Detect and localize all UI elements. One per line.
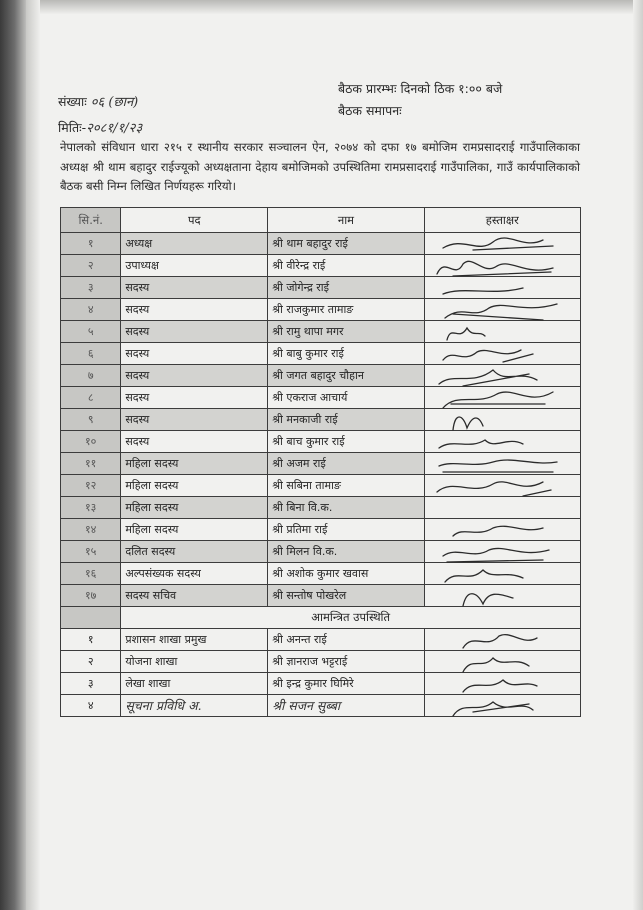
invited-heading: आमन्त्रित उपस्थिति: [121, 607, 581, 629]
table-row: [61, 321, 581, 343]
signature-mark: [433, 650, 563, 674]
meeting-start: [338, 80, 502, 97]
cell-post: अध्यक्ष: [121, 233, 268, 255]
header-name: नाम: [268, 208, 424, 233]
signature-mark: [433, 408, 563, 432]
cell-sn: १०: [61, 431, 121, 453]
cell-name: श्री सन्तोष पोखरेल: [268, 585, 424, 607]
signature-mark: [433, 584, 563, 608]
cell-name: श्री जोगेन्द्र राई: [268, 277, 424, 299]
signature-cell: [424, 453, 580, 475]
cell-post: सदस्य: [121, 431, 268, 453]
signature-cell: [424, 365, 580, 387]
table-row: [61, 695, 581, 717]
cell-post: महिला सदस्य: [121, 453, 268, 475]
cell-sn: ३: [61, 673, 121, 695]
cell-name: श्री अजम राई: [268, 453, 424, 475]
attendance-table: [60, 207, 581, 717]
signature-scribble: [433, 584, 563, 610]
meeting-end-label: बैठक समापनः: [338, 103, 402, 118]
signature-mark: [433, 540, 563, 564]
cell-post: अल्पसंख्यक सदस्य: [121, 563, 268, 585]
cell-post: दलित सदस्य: [121, 541, 268, 563]
table-row: [61, 431, 581, 453]
cell-sn: १: [61, 233, 121, 255]
meeting-number-label: संख्याः: [58, 94, 87, 109]
signature-mark: [433, 518, 563, 542]
intro-paragraph: नेपालको संविधान धारा २१५ र स्थानीय सरकार सञ्चालन ऐन, २०७४ को दफा १७ बमोजिम रामप्रसादराई गाउँपालिकाका अध्यक्ष श्री थाम बहादुर राईज्यूको अध्यक्षताना देहाय बमोजिमको उपस्थितिमा रामप्रसादराई गाउँपालिका, गाउँ कार्यपालिकाको बैठक बसी निम्न लिखित निर्णयहरू गरियो।: [60, 140, 580, 193]
cell-name: श्री सजन सुब्बा: [268, 695, 424, 717]
scan-binding-fade: [26, 0, 40, 910]
cell-post: सदस्य: [121, 299, 268, 321]
table-row: [61, 387, 581, 409]
cell-name: श्री इन्द्र कुमार घिमिरे: [268, 673, 424, 695]
table-row: [61, 343, 581, 365]
table-row: [61, 651, 581, 673]
cell-post: महिला सदस्य: [121, 497, 268, 519]
signature-cell: [424, 695, 580, 717]
signature-cell: [424, 343, 580, 365]
signature-mark: [433, 474, 563, 498]
cell-sn: १३: [61, 497, 121, 519]
cell-name: श्री ज्ञानराज भट्टराई: [268, 651, 424, 673]
signature-cell: [424, 409, 580, 431]
cell-post: सदस्य: [121, 409, 268, 431]
signature-mark: [433, 694, 563, 718]
signature-mark: [433, 452, 563, 476]
table-row: [61, 585, 581, 607]
meeting-start-value: दिनको ठिक १:०० बजे: [400, 81, 503, 96]
members-body: [61, 233, 581, 607]
cell-sn: २: [61, 651, 121, 673]
table-header-row: [61, 208, 581, 233]
cell-name: श्री एकराज आचार्य: [268, 387, 424, 409]
cell-name: श्री अनन्त राई: [268, 629, 424, 651]
header-post: पद: [121, 208, 268, 233]
signature-mark: [433, 364, 563, 388]
cell-sn: ११: [61, 453, 121, 475]
scan-binding-shadow: [0, 0, 26, 910]
invited-heading-sn: [61, 607, 121, 629]
cell-sn: ७: [61, 365, 121, 387]
meeting-end: [338, 102, 402, 119]
signature-cell: [424, 497, 580, 519]
signature-cell: [424, 387, 580, 409]
cell-post: सदस्य: [121, 277, 268, 299]
cell-post: सदस्य सचिव: [121, 585, 268, 607]
cell-sn: २: [61, 255, 121, 277]
cell-sn: १५: [61, 541, 121, 563]
cell-sn: १७: [61, 585, 121, 607]
table-row: [61, 563, 581, 585]
table-row: [61, 365, 581, 387]
signature-mark: [433, 672, 563, 696]
invited-heading-body: [61, 607, 581, 629]
cell-sn: ६: [61, 343, 121, 365]
table-row: [61, 475, 581, 497]
signature-mark: [433, 562, 563, 586]
cell-sn: ५: [61, 321, 121, 343]
cell-post: महिला सदस्य: [121, 475, 268, 497]
cell-sn: ८: [61, 387, 121, 409]
invited-body: [61, 629, 581, 717]
cell-post: सदस्य: [121, 365, 268, 387]
signature-cell: [424, 299, 580, 321]
cell-name: श्री रामु थापा मगर: [268, 321, 424, 343]
cell-sn: ४: [61, 299, 121, 321]
meeting-date-value: २०८१/१/२३: [86, 121, 143, 136]
signature-cell: [424, 255, 580, 277]
signature-mark: [433, 386, 563, 410]
cell-post: लेखा शाखा: [121, 673, 268, 695]
signature-cell: [424, 233, 580, 255]
signature-cell: [424, 475, 580, 497]
table-row: [61, 519, 581, 541]
meeting-number: [58, 92, 138, 110]
signature-cell: [424, 277, 580, 299]
signature-cell: [424, 541, 580, 563]
cell-post: योजना शाखा: [121, 651, 268, 673]
signature-mark: [433, 298, 563, 322]
signature-mark: [433, 430, 563, 454]
signature-scribble: [433, 694, 563, 720]
cell-post: प्रशासन शाखा प्रमुख: [121, 629, 268, 651]
signature-mark: [433, 254, 563, 278]
signature-cell: [424, 651, 580, 673]
meeting-start-label: बैठक प्रारम्भः: [338, 81, 397, 96]
table-row: [61, 255, 581, 277]
signature-mark: [433, 628, 563, 652]
table-row: [61, 541, 581, 563]
signature-cell: [424, 321, 580, 343]
signature-mark: [433, 232, 563, 256]
cell-post: उपाध्यक्ष: [121, 255, 268, 277]
cell-sn: ३: [61, 277, 121, 299]
cell-post: सदस्य: [121, 321, 268, 343]
cell-name: श्री राजकुमार तामाङ: [268, 299, 424, 321]
signature-mark: [433, 276, 563, 300]
header-signature: हस्ताक्षर: [424, 208, 580, 233]
cell-sn: ९: [61, 409, 121, 431]
cell-post: सूचना प्रविधि अ.: [121, 695, 268, 717]
cell-sn: १४: [61, 519, 121, 541]
cell-name: श्री बाच कुमार राई: [268, 431, 424, 453]
signature-cell: [424, 431, 580, 453]
cell-name: श्री प्रतिमा राई: [268, 519, 424, 541]
cell-sn: १६: [61, 563, 121, 585]
table-row: [61, 277, 581, 299]
signature-cell: [424, 585, 580, 607]
cell-post: सदस्य: [121, 343, 268, 365]
cell-sn: १: [61, 629, 121, 651]
meeting-date-label: मितिः-: [58, 120, 87, 135]
signature-cell: [424, 673, 580, 695]
table-row: [61, 453, 581, 475]
cell-post: सदस्य: [121, 387, 268, 409]
signature-cell: [424, 629, 580, 651]
scan-top-edge: [0, 0, 643, 14]
cell-name: श्री सबिना तामाङ: [268, 475, 424, 497]
table-row: [61, 497, 581, 519]
cell-name: श्री वीरेन्द्र राई: [268, 255, 424, 277]
cell-name: श्री अशोक कुमार खवास: [268, 563, 424, 585]
table-row: [61, 299, 581, 321]
signature-cell: [424, 519, 580, 541]
cell-sn: ४: [61, 695, 121, 717]
invited-heading-row: [61, 607, 581, 629]
cell-sn: १२: [61, 475, 121, 497]
cell-name: श्री बाबु कुमार राई: [268, 343, 424, 365]
cell-name: श्री बिना वि.क.: [268, 497, 424, 519]
table-row: [61, 233, 581, 255]
scan-right-edge: [633, 0, 643, 910]
cell-name: श्री मनकाजी राई: [268, 409, 424, 431]
cell-name: श्री थाम बहादुर राई: [268, 233, 424, 255]
cell-name: श्री मिलन वि.क.: [268, 541, 424, 563]
signature-mark: [433, 342, 563, 366]
table-row: [61, 629, 581, 651]
meeting-number-value: ०६ (छान): [90, 95, 139, 110]
table-row: [61, 673, 581, 695]
signature-mark: [433, 320, 563, 344]
header-sn: सि.नं.: [61, 208, 121, 233]
cell-name: श्री जगत बहादुर चौहान: [268, 365, 424, 387]
cell-post: महिला सदस्य: [121, 519, 268, 541]
table-row: [61, 409, 581, 431]
meeting-date: [58, 118, 142, 136]
signature-cell: [424, 563, 580, 585]
